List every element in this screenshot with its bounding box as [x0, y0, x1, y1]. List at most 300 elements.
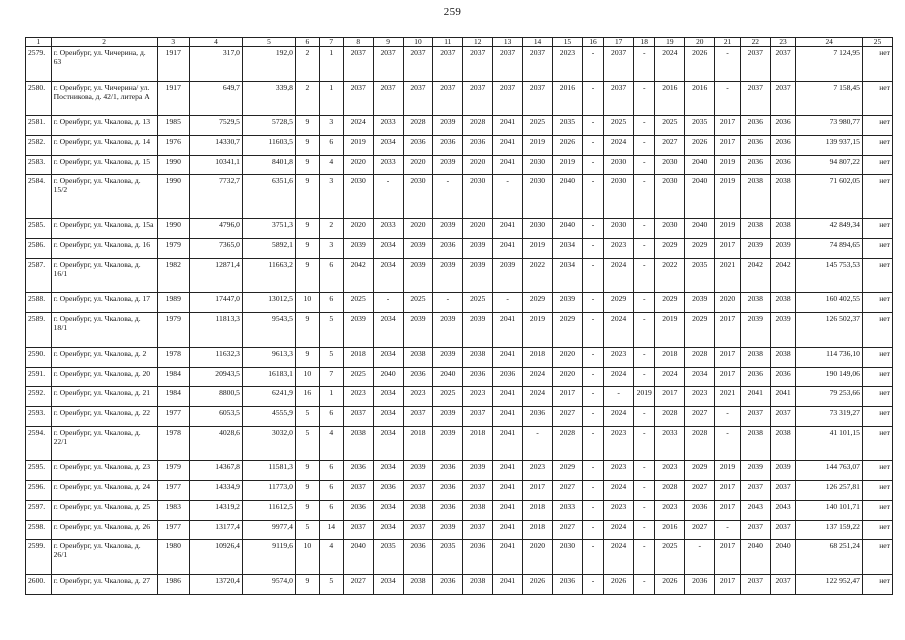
cell-year-col-21: 2017 [715, 500, 741, 520]
housing-registry-table [25, 37, 893, 595]
cell-address: г. Оренбург, ул. Чкалова, д. 15 [51, 155, 157, 175]
cell-cost: 41 101,15 [796, 426, 863, 461]
cell-build-year: 1983 [157, 500, 189, 520]
cell-year-col-10: 2020 [403, 155, 433, 175]
cell-flag: нет [862, 520, 892, 540]
cell-build-year: 1977 [157, 520, 189, 540]
cell-year-col-15: 2035 [552, 116, 582, 136]
cell-area-total: 7529,5 [190, 116, 243, 136]
cell-year-col-13: 2041 [493, 407, 523, 427]
cell-year-col-18: - [634, 135, 655, 155]
cell-year-col-9: 2033 [373, 155, 403, 175]
cell-year-col-20: 2028 [685, 347, 715, 367]
cell-area-living: 3751,3 [242, 219, 295, 239]
cell-year-col-18: - [634, 47, 655, 82]
cell-year-col-12: 2020 [463, 219, 493, 239]
cell-year-col-15: 2019 [552, 155, 582, 175]
cell-year-col-21: 2017 [715, 540, 741, 575]
cell-year-col-16: - [582, 426, 603, 461]
cell-year-col-13: 2037 [493, 81, 523, 116]
cell-entrances: 4 [319, 155, 343, 175]
cell-year-col-14: 2036 [523, 407, 553, 427]
cell-year-col-13: 2041 [493, 481, 523, 501]
cell-year-col-21: 2020 [715, 293, 741, 313]
cell-year-col-11: 2039 [433, 347, 463, 367]
cell-area-total: 14330,7 [190, 135, 243, 155]
cell-cost: 7 158,45 [796, 81, 863, 116]
cell-area-living: 4555,9 [242, 407, 295, 427]
cell-entrances: 1 [319, 387, 343, 407]
cell-year-col-22: 2036 [740, 135, 770, 155]
cell-year-col-12: 2038 [463, 347, 493, 367]
cell-year-col-12: 2037 [463, 407, 493, 427]
cell-year-col-16: - [582, 155, 603, 175]
cell-floors: 9 [295, 135, 319, 155]
cell-area-total: 649,7 [190, 81, 243, 116]
cell-year-col-22: 2037 [740, 407, 770, 427]
cell-year-col-14: 2023 [523, 461, 553, 481]
cell-year-col-17: 2023 [604, 239, 634, 259]
cell-flag: нет [862, 387, 892, 407]
cell-year-col-8: 2037 [343, 407, 373, 427]
cell-year-col-8: 2018 [343, 347, 373, 367]
cell-year-col-8: 2025 [343, 367, 373, 387]
cell-year-col-13: 2036 [493, 367, 523, 387]
cell-year-col-14: 2018 [523, 500, 553, 520]
cell-address: г. Оренбург, ул. Чкалова, д. 21 [51, 387, 157, 407]
cell-row-number: 2590. [26, 347, 52, 367]
cell-year-col-22: 2041 [740, 387, 770, 407]
column-header: 23 [770, 38, 796, 47]
cell-year-col-13: 2041 [493, 239, 523, 259]
cell-row-number: 2599. [26, 540, 52, 575]
cell-year-col-23: 2036 [770, 116, 796, 136]
cell-year-col-21: - [715, 47, 741, 82]
cell-year-col-16: - [582, 219, 603, 239]
table-row [26, 175, 893, 219]
cell-year-col-21: 2017 [715, 367, 741, 387]
column-header: 10 [403, 38, 433, 47]
cell-row-number: 2589. [26, 313, 52, 348]
cell-year-col-9: 2034 [373, 258, 403, 293]
cell-year-col-14: 2037 [523, 81, 553, 116]
cell-year-col-21: - [715, 81, 741, 116]
cell-year-col-14: 2020 [523, 540, 553, 575]
cell-year-col-11: 2037 [433, 47, 463, 82]
cell-area-living: 13012,5 [242, 293, 295, 313]
cell-year-col-14: 2019 [523, 135, 553, 155]
cell-flag: нет [862, 47, 892, 82]
cell-year-col-16: - [582, 239, 603, 259]
cell-year-col-12: 2028 [463, 116, 493, 136]
cell-year-col-17: 2026 [604, 574, 634, 594]
cell-area-total: 10926,4 [190, 540, 243, 575]
table-row [26, 313, 893, 348]
cell-year-col-20: 2034 [685, 367, 715, 387]
cell-entrances: 6 [319, 293, 343, 313]
cell-year-col-15: 2023 [552, 47, 582, 82]
cell-year-col-15: 2040 [552, 219, 582, 239]
cell-year-col-8: 2020 [343, 219, 373, 239]
cell-year-col-13: - [493, 293, 523, 313]
cell-year-col-11: 2035 [433, 540, 463, 575]
cell-year-col-23: 2038 [770, 426, 796, 461]
cell-row-number: 2598. [26, 520, 52, 540]
cell-build-year: 1976 [157, 135, 189, 155]
cell-floors: 9 [295, 258, 319, 293]
cell-year-col-15: 2027 [552, 520, 582, 540]
cell-flag: нет [862, 175, 892, 219]
cell-year-col-20: 2029 [685, 461, 715, 481]
cell-year-col-12: 2039 [463, 461, 493, 481]
cell-flag: нет [862, 347, 892, 367]
cell-area-living: 16183,1 [242, 367, 295, 387]
cell-year-col-19: 2028 [655, 407, 685, 427]
cell-floors: 2 [295, 81, 319, 116]
cell-area-living: 11581,3 [242, 461, 295, 481]
cell-address: г. Оренбург, ул. Чичерина/ ул. Постникова, д. 42/1, литера А [51, 81, 157, 116]
cell-area-total: 4796,0 [190, 219, 243, 239]
table-row [26, 116, 893, 136]
cell-year-col-9: 2034 [373, 574, 403, 594]
cell-year-col-15: 2027 [552, 407, 582, 427]
cell-flag: нет [862, 461, 892, 481]
cell-year-col-14: 2019 [523, 239, 553, 259]
cell-year-col-17: 2024 [604, 481, 634, 501]
cell-build-year: 1980 [157, 540, 189, 575]
cell-year-col-16: - [582, 175, 603, 219]
cell-year-col-15: 2027 [552, 481, 582, 501]
cell-year-col-17: - [604, 387, 634, 407]
table-row [26, 520, 893, 540]
cell-year-col-22: 2038 [740, 219, 770, 239]
cell-address: г. Оренбург, ул. Чкалова, д. 22 [51, 407, 157, 427]
cell-year-col-8: 2039 [343, 313, 373, 348]
cell-cost: 140 101,71 [796, 500, 863, 520]
cell-year-col-19: 2027 [655, 135, 685, 155]
cell-year-col-15: 2039 [552, 293, 582, 313]
cell-entrances: 1 [319, 81, 343, 116]
cell-year-col-16: - [582, 347, 603, 367]
column-header: 14 [523, 38, 553, 47]
cell-area-total: 317,0 [190, 47, 243, 82]
cell-cost: 122 952,47 [796, 574, 863, 594]
cell-year-col-21: 2017 [715, 239, 741, 259]
cell-year-col-12: 2039 [463, 239, 493, 259]
cell-year-col-13: 2037 [493, 47, 523, 82]
cell-year-col-15: 2016 [552, 81, 582, 116]
cell-year-col-13: 2041 [493, 155, 523, 175]
cell-year-col-12: 2018 [463, 426, 493, 461]
cell-year-col-15: 2034 [552, 258, 582, 293]
cell-row-number: 2600. [26, 574, 52, 594]
cell-year-col-21: 2017 [715, 135, 741, 155]
column-header: 18 [634, 38, 655, 47]
cell-cost: 126 257,81 [796, 481, 863, 501]
cell-address: г. Оренбург, ул. Чкалова, д. 26 [51, 520, 157, 540]
cell-year-col-20: - [685, 540, 715, 575]
cell-year-col-21: 2019 [715, 155, 741, 175]
cell-year-col-13: 2041 [493, 135, 523, 155]
cell-flag: нет [862, 239, 892, 259]
cell-year-col-20: 2035 [685, 258, 715, 293]
cell-floors: 10 [295, 293, 319, 313]
cell-year-col-11: 2039 [433, 155, 463, 175]
cell-year-col-12: 2039 [463, 258, 493, 293]
cell-year-col-9: 2040 [373, 367, 403, 387]
cell-year-col-11: 2039 [433, 258, 463, 293]
table-row [26, 219, 893, 239]
column-header: 2 [51, 38, 157, 47]
cell-year-col-20: 2036 [685, 574, 715, 594]
cell-year-col-22: 2037 [740, 574, 770, 594]
cell-year-col-11: 2025 [433, 387, 463, 407]
cell-area-total: 6053,5 [190, 407, 243, 427]
column-header: 12 [463, 38, 493, 47]
cell-year-col-14: 2017 [523, 481, 553, 501]
cell-year-col-9: 2034 [373, 347, 403, 367]
cell-year-col-19: 2029 [655, 293, 685, 313]
cell-year-col-9: 2034 [373, 313, 403, 348]
cell-year-col-16: - [582, 387, 603, 407]
cell-year-col-21: 2019 [715, 219, 741, 239]
cell-area-living: 9613,3 [242, 347, 295, 367]
cell-floors: 9 [295, 175, 319, 219]
cell-cost: 7 124,95 [796, 47, 863, 82]
cell-row-number: 2583. [26, 155, 52, 175]
cell-row-number: 2592. [26, 387, 52, 407]
cell-year-col-19: 2030 [655, 219, 685, 239]
cell-year-col-18: - [634, 116, 655, 136]
cell-year-col-18: - [634, 481, 655, 501]
cell-year-col-15: 2033 [552, 500, 582, 520]
cell-year-col-11: 2036 [433, 574, 463, 594]
column-header: 17 [604, 38, 634, 47]
cell-year-col-8: 2040 [343, 540, 373, 575]
cell-floors: 9 [295, 155, 319, 175]
cell-year-col-8: 2025 [343, 293, 373, 313]
cell-year-col-8: 2024 [343, 116, 373, 136]
cell-year-col-10: 2038 [403, 574, 433, 594]
cell-year-col-16: - [582, 116, 603, 136]
cell-year-col-19: 2033 [655, 426, 685, 461]
cell-year-col-15: 2029 [552, 461, 582, 481]
cell-year-col-12: 2036 [463, 367, 493, 387]
cell-build-year: 1977 [157, 481, 189, 501]
cell-year-col-20: 2027 [685, 481, 715, 501]
cell-flag: нет [862, 116, 892, 136]
cell-year-col-15: 2036 [552, 574, 582, 594]
cell-year-col-10: 2039 [403, 239, 433, 259]
table-row [26, 574, 893, 594]
column-header: 7 [319, 38, 343, 47]
cell-year-col-20: 2029 [685, 313, 715, 348]
cell-floors: 9 [295, 116, 319, 136]
cell-cost: 71 602,05 [796, 175, 863, 219]
cell-year-col-10: 2037 [403, 47, 433, 82]
cell-year-col-13: 2041 [493, 520, 523, 540]
cell-year-col-19: 2022 [655, 258, 685, 293]
column-header: 8 [343, 38, 373, 47]
cell-cost: 114 736,10 [796, 347, 863, 367]
cell-year-col-9: - [373, 293, 403, 313]
cell-build-year: 1990 [157, 175, 189, 219]
cell-year-col-19: 2018 [655, 347, 685, 367]
cell-year-col-10: 2020 [403, 219, 433, 239]
cell-year-col-19: 2016 [655, 520, 685, 540]
cell-year-col-19: 2024 [655, 47, 685, 82]
cell-year-col-17: 2023 [604, 426, 634, 461]
cell-year-col-23: 2038 [770, 219, 796, 239]
cell-area-total: 17447,0 [190, 293, 243, 313]
cell-floors: 10 [295, 540, 319, 575]
cell-year-col-9: 2037 [373, 47, 403, 82]
cell-year-col-22: 2039 [740, 313, 770, 348]
cell-year-col-11: 2036 [433, 239, 463, 259]
cell-address: г. Оренбург, ул. Чкалова, д. 25 [51, 500, 157, 520]
cell-year-col-22: 2037 [740, 481, 770, 501]
column-header: 1 [26, 38, 52, 47]
cell-year-col-10: 2018 [403, 426, 433, 461]
cell-address: г. Оренбург, ул. Чкалова, д. 27 [51, 574, 157, 594]
cell-year-col-20: 2023 [685, 387, 715, 407]
cell-year-col-18: - [634, 461, 655, 481]
cell-year-col-23: 2038 [770, 293, 796, 313]
cell-year-col-12: 2038 [463, 500, 493, 520]
cell-year-col-11: 2039 [433, 219, 463, 239]
cell-year-col-15: 2020 [552, 367, 582, 387]
cell-year-col-14: 2018 [523, 520, 553, 540]
cell-area-living: 192,0 [242, 47, 295, 82]
cell-year-col-22: 2038 [740, 347, 770, 367]
cell-area-total: 8800,5 [190, 387, 243, 407]
cell-year-col-22: 2036 [740, 155, 770, 175]
cell-year-col-20: 2040 [685, 219, 715, 239]
cell-year-col-16: - [582, 313, 603, 348]
cell-year-col-14: - [523, 426, 553, 461]
cell-cost: 137 159,22 [796, 520, 863, 540]
cell-area-living: 9543,5 [242, 313, 295, 348]
cell-year-col-14: 2037 [523, 47, 553, 82]
cell-year-col-8: 2030 [343, 175, 373, 219]
cell-year-col-23: 2037 [770, 47, 796, 82]
cell-year-col-12: 2030 [463, 175, 493, 219]
cell-year-col-11: 2036 [433, 500, 463, 520]
cell-year-col-23: 2039 [770, 239, 796, 259]
table-row [26, 258, 893, 293]
cell-build-year: 1979 [157, 239, 189, 259]
cell-entrances: 6 [319, 407, 343, 427]
cell-year-col-9: 2037 [373, 81, 403, 116]
cell-year-col-14: 2024 [523, 387, 553, 407]
table-row [26, 426, 893, 461]
cell-year-col-14: 2026 [523, 574, 553, 594]
cell-year-col-22: 2039 [740, 461, 770, 481]
cell-year-col-8: 2037 [343, 520, 373, 540]
cell-entrances: 6 [319, 258, 343, 293]
table-body [26, 38, 893, 595]
cell-year-col-16: - [582, 367, 603, 387]
column-header: 4 [190, 38, 243, 47]
column-header: 20 [685, 38, 715, 47]
cell-build-year: 1978 [157, 426, 189, 461]
cell-build-year: 1978 [157, 347, 189, 367]
cell-year-col-10: 2037 [403, 407, 433, 427]
cell-year-col-8: 2042 [343, 258, 373, 293]
cell-year-col-22: 2038 [740, 175, 770, 219]
cell-row-number: 2582. [26, 135, 52, 155]
cell-area-total: 7732,7 [190, 175, 243, 219]
cell-address: г. Оренбург, ул. Чкалова, д. 2 [51, 347, 157, 367]
cell-area-living: 9977,4 [242, 520, 295, 540]
cell-year-col-18: - [634, 367, 655, 387]
cell-year-col-10: 2037 [403, 481, 433, 501]
cell-area-total: 11632,3 [190, 347, 243, 367]
cell-year-col-18: - [634, 239, 655, 259]
cell-year-col-17: 2023 [604, 347, 634, 367]
cell-flag: нет [862, 574, 892, 594]
cell-year-col-16: - [582, 461, 603, 481]
cell-cost: 139 937,15 [796, 135, 863, 155]
cell-area-total: 14319,2 [190, 500, 243, 520]
cell-year-col-12: 2020 [463, 155, 493, 175]
cell-year-col-8: 2037 [343, 47, 373, 82]
cell-year-col-16: - [582, 520, 603, 540]
table-header-row [26, 38, 893, 47]
cell-year-col-17: 2025 [604, 116, 634, 136]
cell-floors: 5 [295, 520, 319, 540]
cell-row-number: 2584. [26, 175, 52, 219]
cell-floors: 9 [295, 481, 319, 501]
cell-build-year: 1985 [157, 116, 189, 136]
cell-floors: 5 [295, 407, 319, 427]
cell-year-col-10: 2036 [403, 135, 433, 155]
cell-year-col-22: 2037 [740, 520, 770, 540]
cell-year-col-14: 2018 [523, 347, 553, 367]
column-header: 24 [796, 38, 863, 47]
cell-year-col-21: - [715, 520, 741, 540]
cell-area-living: 3032,0 [242, 426, 295, 461]
cell-cost: 145 753,53 [796, 258, 863, 293]
cell-flag: нет [862, 540, 892, 575]
cell-area-total: 12871,4 [190, 258, 243, 293]
cell-year-col-9: 2035 [373, 540, 403, 575]
cell-year-col-9: 2034 [373, 500, 403, 520]
cell-year-col-20: 2036 [685, 500, 715, 520]
cell-flag: нет [862, 293, 892, 313]
cell-build-year: 1984 [157, 367, 189, 387]
cell-year-col-16: - [582, 258, 603, 293]
cell-cost: 74 894,65 [796, 239, 863, 259]
cell-year-col-10: 2025 [403, 293, 433, 313]
cell-area-total: 4028,6 [190, 426, 243, 461]
cell-flag: нет [862, 135, 892, 155]
table-row [26, 367, 893, 387]
cell-year-col-16: - [582, 407, 603, 427]
cell-year-col-22: 2040 [740, 540, 770, 575]
cell-year-col-8: 2036 [343, 500, 373, 520]
cell-build-year: 1979 [157, 461, 189, 481]
cell-year-col-17: 2030 [604, 155, 634, 175]
cell-year-col-19: 2030 [655, 155, 685, 175]
cell-year-col-16: - [582, 574, 603, 594]
cell-year-col-23: 2037 [770, 520, 796, 540]
cell-area-total: 13720,4 [190, 574, 243, 594]
cell-build-year: 1917 [157, 81, 189, 116]
cell-year-col-16: - [582, 540, 603, 575]
cell-year-col-10: 2023 [403, 387, 433, 407]
column-header: 13 [493, 38, 523, 47]
